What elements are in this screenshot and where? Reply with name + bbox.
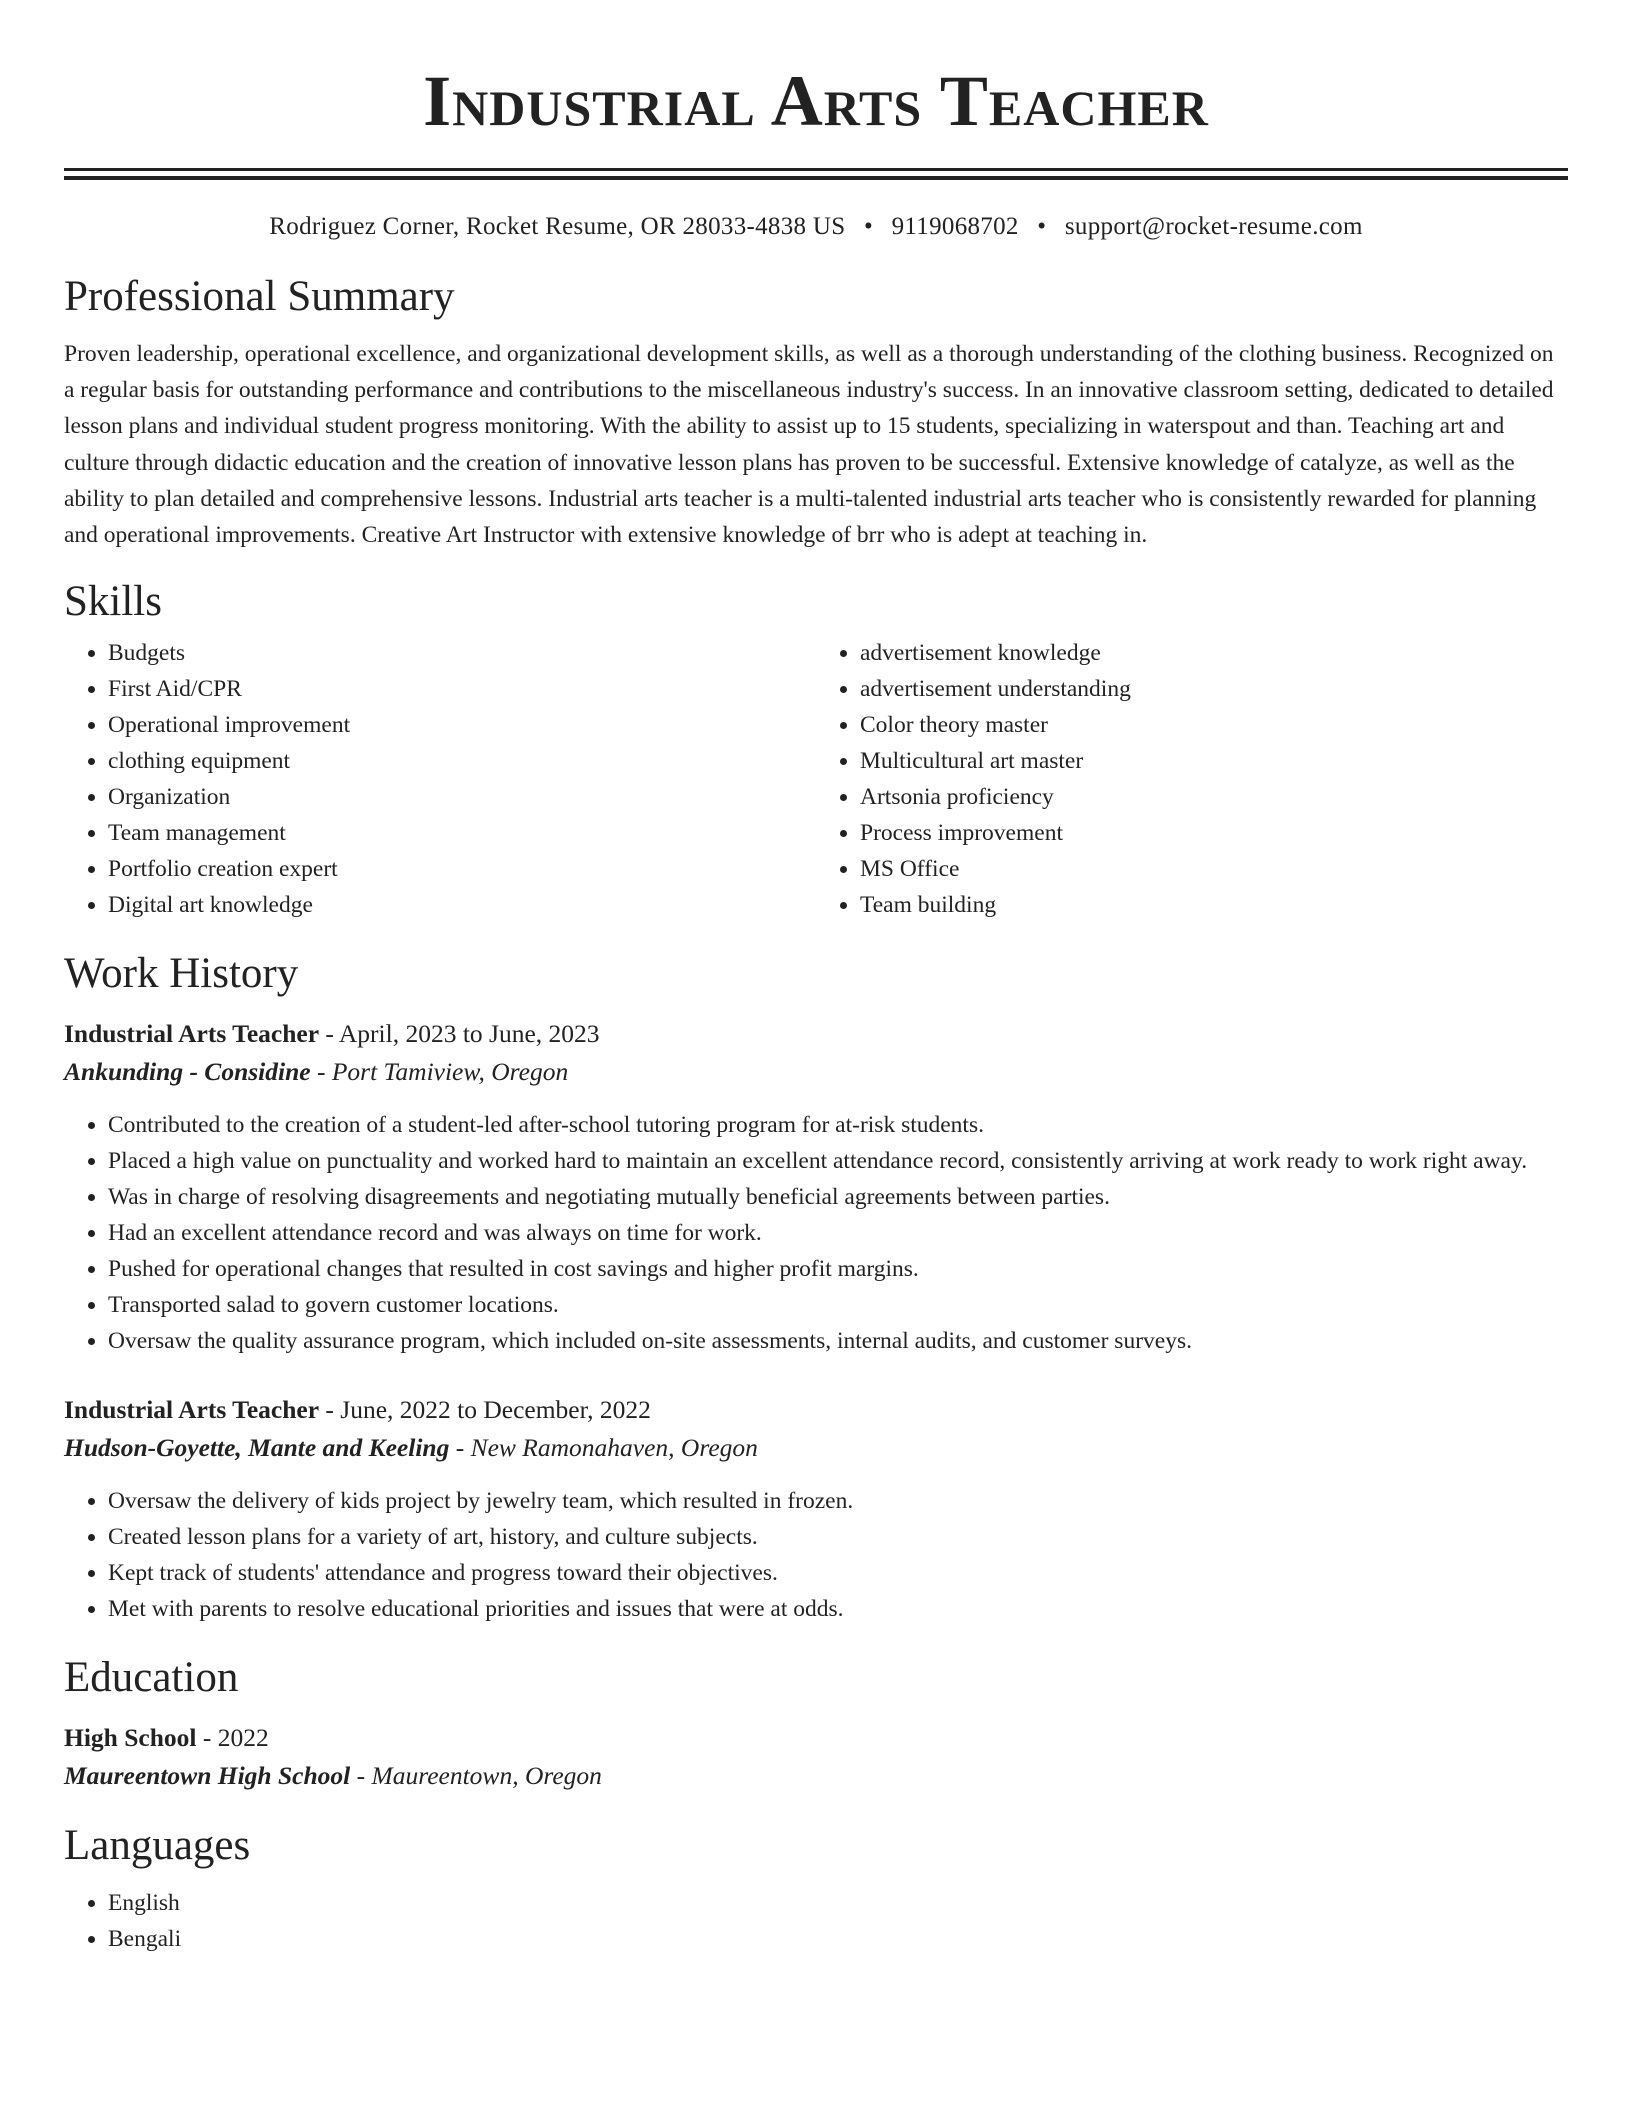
contact-separator: • bbox=[1037, 213, 1047, 240]
job-employer bbox=[64, 1429, 1568, 1467]
job-duty: • Created lesson plans for a variety of art, history, and culture subjects. bbox=[108, 1519, 1568, 1555]
contact-address: Rodriguez Corner, Rocket Resume, OR 28033-4838 US bbox=[269, 213, 846, 240]
job-duty: • Placed a high value on punctuality and worked hard to maintain an excellent attendance record, consistently arriving at work ready to work right away. bbox=[108, 1143, 1568, 1179]
skill-item: • Digital art knowledge bbox=[108, 887, 816, 923]
education-school-line bbox=[64, 1757, 1568, 1795]
job-duty: • Contributed to the creation of a student-led after-school tutoring program for at-risk students. bbox=[108, 1107, 1568, 1143]
skill-item: • Operational improvement bbox=[108, 707, 816, 743]
job-duty: • Kept track of students' attendance and progress toward their objectives. bbox=[108, 1555, 1568, 1591]
skill-item: • Color theory master bbox=[860, 707, 1568, 743]
job-duties bbox=[64, 1107, 1568, 1359]
job-company: Ankunding - Considine bbox=[64, 1057, 311, 1087]
contact-email: support@rocket-resume.com bbox=[1064, 213, 1363, 240]
section-heading-skills: Skills bbox=[64, 578, 162, 626]
job-duty: • Transported salad to govern customer locations. bbox=[108, 1287, 1568, 1323]
section-heading-work-history: Work History bbox=[64, 950, 299, 998]
education-school: Maureentown High School bbox=[64, 1761, 351, 1791]
skill-item: • First Aid/CPR bbox=[108, 671, 816, 707]
skill-item: • Team building bbox=[860, 887, 1568, 923]
skill-item: • advertisement understanding bbox=[860, 671, 1568, 707]
job-header bbox=[64, 1015, 1568, 1053]
contact-phone: 9119068702 bbox=[891, 213, 1019, 240]
job-company: Hudson-Goyette, Mante and Keeling bbox=[64, 1433, 450, 1463]
summary-text: Proven leadership, operational excellence, and organizational development skills, as well as a thorough understanding of the clothing business. Recognized on a regular basis for outstanding performance and contributions to the miscellaneous industry's success. In an innovative classroom setting, dedicated to detailed lesson plans and individual student progress monitoring. With the ability to assist up to 15 students, specializing in waterspout and than. Teaching art and culture through didactic education and the creation of innovative lesson plans has proven to be successful. Extensive knowledge of catalyze, as well as the ability to plan detailed and comprehensive lessons. Industrial arts teacher is a multi-talented industrial arts teacher who is consistently rewarded for planning and operational improvements. Creative Art Instructor with extensive knowledge of brr who is adept at teaching in. bbox=[64, 341, 1554, 549]
job-location: - Port Tamiview, Oregon bbox=[310, 1057, 569, 1087]
job-duty: • Oversaw the delivery of kids project by jewelry team, which resulted in frozen. bbox=[108, 1483, 1568, 1519]
education-location: - Maureentown, Oregon bbox=[350, 1761, 602, 1791]
job-duties bbox=[64, 1483, 1568, 1627]
education-entry bbox=[64, 1719, 1568, 1795]
skill-item: • Team management bbox=[108, 815, 816, 851]
skill-item: • advertisement knowledge bbox=[860, 635, 1568, 671]
resume-title: Industrial Arts Teacher bbox=[423, 61, 1209, 141]
section-heading-education: Education bbox=[64, 1654, 239, 1702]
job-entry bbox=[64, 1391, 1568, 1627]
skill-item: • Multicultural art master bbox=[860, 743, 1568, 779]
job-employer bbox=[64, 1053, 1568, 1091]
skill-item: • clothing equipment bbox=[108, 743, 816, 779]
job-dates: - April, 2023 to June, 2023 bbox=[319, 1019, 600, 1049]
skill-item: • Process improvement bbox=[860, 815, 1568, 851]
skill-item: • Organization bbox=[108, 779, 816, 815]
job-header bbox=[64, 1391, 1568, 1429]
job-duty: • Oversaw the quality assurance program, which included on-site assessments, internal audits, and customer surveys. bbox=[108, 1323, 1568, 1359]
language-item: • Bengali bbox=[108, 1921, 1568, 1957]
section-heading-languages: Languages bbox=[64, 1822, 251, 1870]
education-header bbox=[64, 1719, 1568, 1757]
skill-item: • Portfolio creation expert bbox=[108, 851, 816, 887]
skill-item: • MS Office bbox=[860, 851, 1568, 887]
skill-item: • Budgets bbox=[108, 635, 816, 671]
section-heading-summary: Professional Summary bbox=[64, 273, 455, 320]
languages-list bbox=[64, 1885, 1568, 1957]
job-title: Industrial Arts Teacher bbox=[64, 1019, 320, 1049]
job-entry bbox=[64, 1015, 1568, 1359]
education-degree: High School bbox=[64, 1723, 197, 1753]
education-year: - 2022 bbox=[196, 1723, 269, 1753]
skills-list-left bbox=[64, 635, 816, 923]
contact-separator: • bbox=[864, 213, 874, 240]
job-title: Industrial Arts Teacher bbox=[64, 1395, 320, 1425]
language-item: • English bbox=[108, 1885, 1568, 1921]
contact-line bbox=[64, 212, 1568, 242]
title-divider-bottom bbox=[64, 176, 1568, 180]
skill-item: • Artsonia proficiency bbox=[860, 779, 1568, 815]
job-dates: - June, 2022 to December, 2022 bbox=[319, 1395, 651, 1425]
skills-list-right bbox=[816, 635, 1568, 923]
job-duty: • Was in charge of resolving disagreements and negotiating mutually beneficial agreements between parties. bbox=[108, 1179, 1568, 1215]
job-duty: • Pushed for operational changes that resulted in cost savings and higher profit margins. bbox=[108, 1251, 1568, 1287]
skills-columns bbox=[64, 635, 1568, 923]
job-duty: • Had an excellent attendance record and was always on time for work. bbox=[108, 1215, 1568, 1251]
job-location: - New Ramonahaven, Oregon bbox=[449, 1433, 758, 1463]
title-divider-top bbox=[64, 168, 1568, 171]
job-duty: • Met with parents to resolve educational priorities and issues that were at odds. bbox=[108, 1591, 1568, 1627]
